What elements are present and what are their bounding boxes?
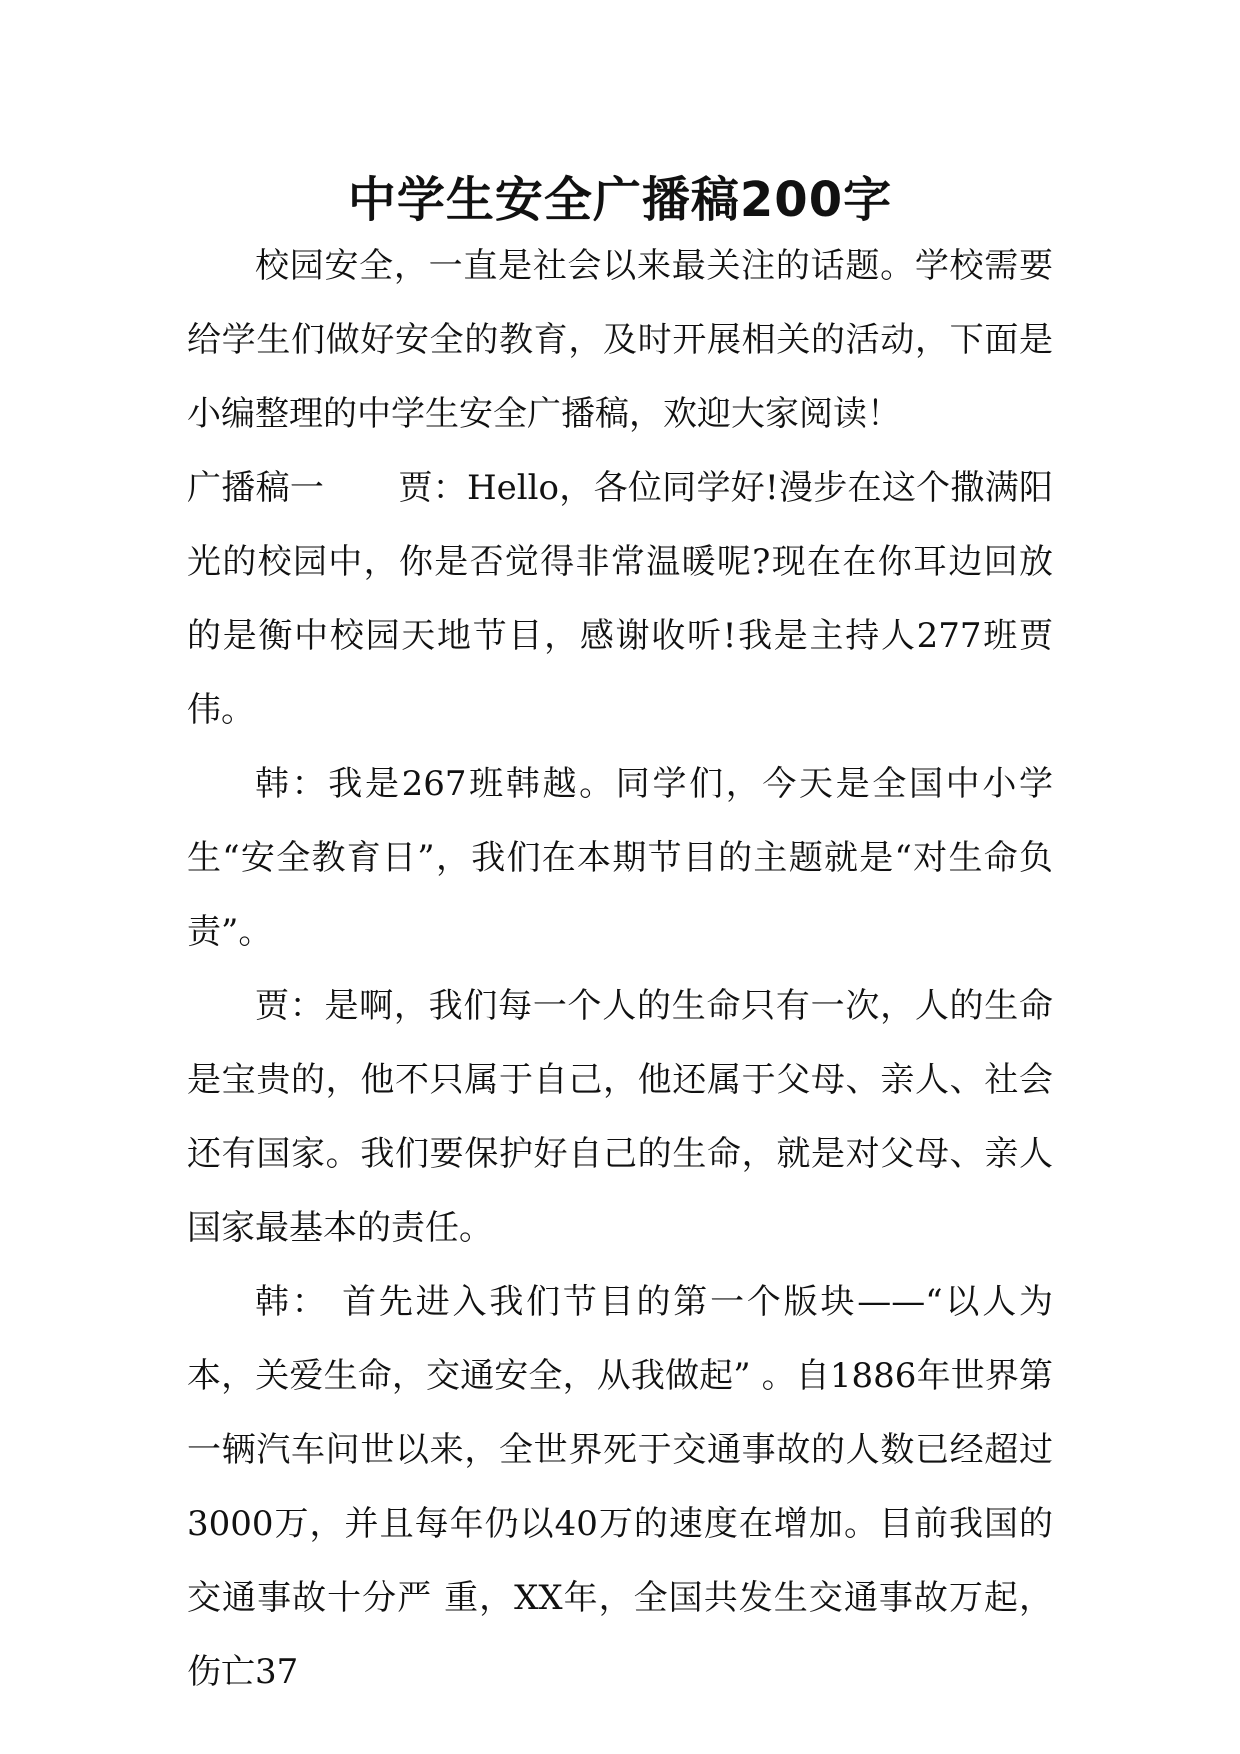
- intro-paragraph: 校园安全，一直是社会以来最关注的话题。学校需要给学生们做好安全的教育，及时开展相关的活动，下面是小编整理的中学生安全广播稿，欢迎大家阅读！: [187, 246, 1053, 434]
- paragraph-jia-life: 贾：是啊，我们每一个人的生命只有一次，人的生命是宝贵的，他不只属于自己，他还属于父母、亲人、社会还有国家。我们要保护好自己的生命，就是对父母、亲人国家最基本的责任。: [187, 986, 1053, 1248]
- section-label: 广播稿一: [187, 468, 325, 508]
- section-text: 贾：Hello，各位同学好!漫步在这个撒满阳光的校园中，你是否觉得非常温暖呢?现在在你耳边回放的是衡中校园天地节目，感谢收听!我是主持人277班贾伟。: [187, 468, 1053, 730]
- document-body: [187, 229, 1053, 1709]
- document-title: 中学生安全广播稿200字: [347, 172, 893, 228]
- section-paragraph: [187, 451, 1053, 747]
- paragraph-han-traffic: 韩： 首先进入我们节目的第一个版块——“以人为本，关爱生命，交通安全，从我做起” 。自1886年世界第一辆汽车问世以来，全世界死于交通事故的人数已经超过3000万，并且每年仍以40万的速度在增加。目前我国的交通事故十分严 重，XX年，全国共发生交通事故万起，伤亡37: [187, 1282, 1053, 1692]
- paragraph-han-intro: 韩：我是267班韩越。同学们，今天是全国中小学生“安全教育日”，我们在本期节目的主题就是“对生命负责”。: [187, 764, 1053, 952]
